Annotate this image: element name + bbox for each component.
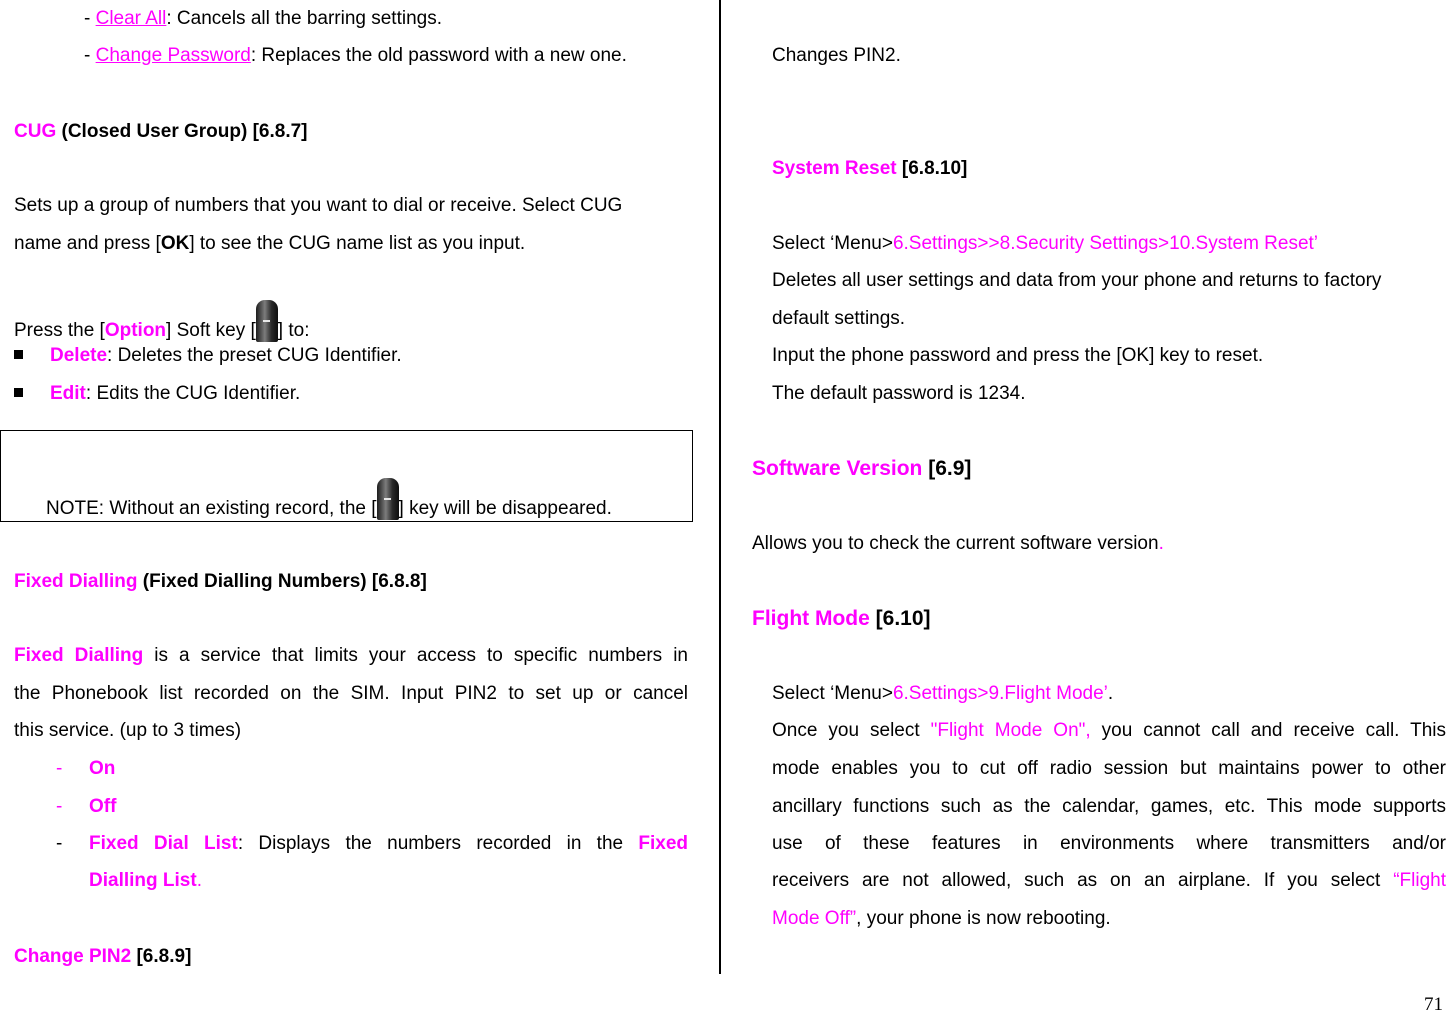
flight-mode-desc-line-4: use of these features in environments where transmitters and/or <box>772 833 1446 854</box>
cug-press-option-line: Press the [Option] Soft key [ ] to: <box>14 300 309 342</box>
change-pin2-desc: Changes PIN2. <box>772 45 901 66</box>
system-reset-heading: System Reset [6.8.10] <box>772 158 968 179</box>
page-number: 71 <box>1424 994 1443 1015</box>
clear-all-item: - Clear All: Cancels all the barring settings. <box>84 8 442 29</box>
flight-mode-desc-line-1: Once you select "Flight Mode On", you cannot call and receive call. This <box>772 720 1446 741</box>
fixed-dialling-heading: Fixed Dialling (Fixed Dialling Numbers) [6.8.8] <box>14 571 427 592</box>
cug-bullet-delete: Delete: Deletes the preset CUG Identifier. <box>14 345 402 367</box>
option-fixed-dial-list-cont: Dialling List. <box>89 870 202 891</box>
flight-mode-heading: Flight Mode [6.10] <box>752 607 931 630</box>
flight-mode-desc-line-5: receivers are not allowed, such as on an airplane. If you select “Flight <box>772 870 1446 891</box>
system-reset-desc-line-3: Input the phone password and press the [OK] key to reset. <box>772 345 1264 366</box>
fixed-dialling-para-line-2: the Phonebook list recorded on the SIM. Input PIN2 to set up or cancel <box>14 683 688 704</box>
flight-mode-desc-line-2: mode enables you to cut off radio session but maintains power to other <box>772 758 1446 779</box>
flight-mode-desc-line-3: ancillary functions such as the calendar, games, etc. This mode supports <box>772 796 1446 817</box>
cug-para-line-1: Sets up a group of numbers that you want to dial or receive. Select CUG <box>14 195 623 216</box>
change-password-item: - Change Password: Replaces the old password with a new one. <box>84 45 627 66</box>
cug-para-line-2: name and press [OK] to see the CUG name list as you input. <box>14 233 526 254</box>
fixed-dialling-para-line-1: Fixed Dialling is a service that limits your access to specific numbers in <box>14 645 688 666</box>
note-box <box>0 430 693 522</box>
cug-heading: CUG (Closed User Group) [6.8.7] <box>14 121 308 142</box>
soft-key-icon <box>256 300 278 342</box>
square-bullet-icon <box>14 350 23 359</box>
system-reset-desc-line-4: The default password is 1234. <box>772 383 1026 404</box>
system-reset-desc-line-2: default settings. <box>772 308 906 329</box>
square-bullet-icon <box>14 388 23 397</box>
system-reset-desc-line-1: Deletes all user settings and data from your phone and returns to factory <box>772 270 1382 291</box>
change-password-term: Change Password <box>95 45 251 66</box>
option-on: - On <box>56 758 116 779</box>
option-fixed-dial-list: Fixed Dial List: Displays the numbers recorded in the Fixed <box>89 833 688 854</box>
soft-key-icon <box>377 478 399 520</box>
option-off: - Off <box>56 796 117 817</box>
clear-all-term: Clear All <box>95 8 167 29</box>
flight-mode-desc-line-6: Mode Off”, your phone is now rebooting. <box>772 908 1111 929</box>
change-pin2-heading: Change PIN2 [6.8.9] <box>14 946 192 967</box>
software-version-heading: Software Version [6.9] <box>752 457 972 480</box>
note-text: NOTE: Without an existing record, the [ ] key will be disappeared. <box>46 478 612 520</box>
system-reset-select-path: Select ‘Menu>6.Settings>>8.Security Settings>10.System Reset’ <box>772 233 1319 254</box>
software-version-desc: Allows you to check the current software version. <box>752 533 1164 554</box>
column-divider <box>719 0 721 974</box>
fixed-dialling-para-line-3: this service. (up to 3 times) <box>14 720 242 741</box>
cug-bullet-edit: Edit: Edits the CUG Identifier. <box>14 383 300 405</box>
option-fixed-dial-list-dash: - <box>56 833 63 854</box>
flight-mode-select-path: Select ‘Menu>6.Settings>9.Flight Mode’. <box>772 683 1114 704</box>
